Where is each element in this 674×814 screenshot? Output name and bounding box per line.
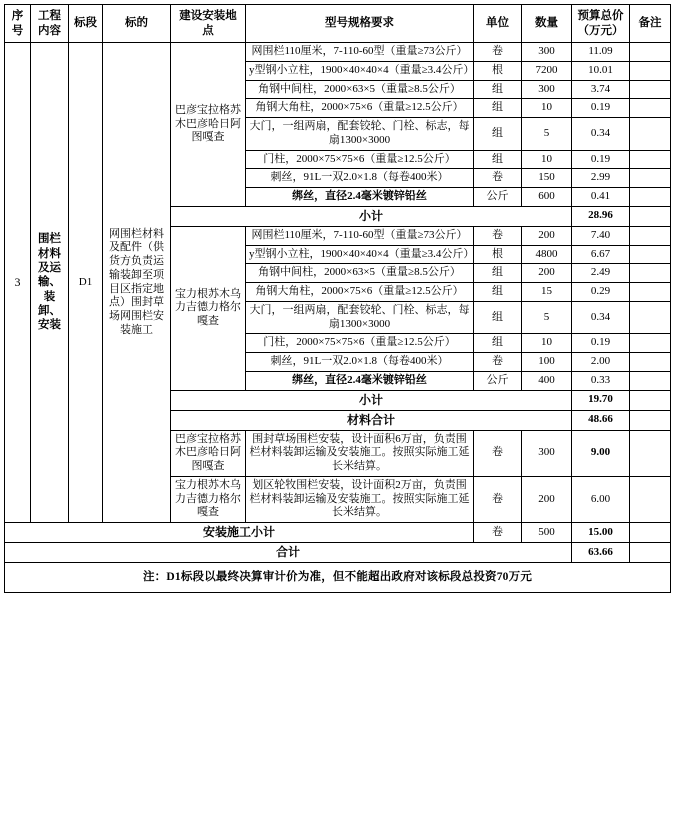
cell-location-4: 宝力根苏木乌力吉德力格尔嘎查 [171, 476, 246, 522]
cell-note [630, 301, 671, 334]
cell-spec: 刺丝，91L一双2.0×1.8（每卷400米） [246, 169, 474, 188]
cell-qty: 10 [522, 150, 572, 169]
cell-note [630, 353, 671, 372]
cell-qty: 10 [522, 99, 572, 118]
cell-note [630, 430, 671, 476]
cell-price: 3.74 [572, 80, 630, 99]
cell-note [630, 264, 671, 283]
cell-note [630, 118, 671, 151]
cell-price: 2.00 [572, 353, 630, 372]
col-header-target: 标的 [103, 5, 171, 43]
cell-note [630, 150, 671, 169]
col-header-qty: 数量 [522, 5, 572, 43]
cell-qty: 15 [522, 283, 572, 302]
cell-spec: 角钢大角柱，2000×75×6（重量≥12.5公斤） [246, 99, 474, 118]
cell-spec: 围封草场围栏安装，设计面积6万亩，负责围栏材料装卸运输及安装施工。按照实际施工延长米结算。 [246, 430, 474, 476]
cell-target: 网围栏材料及配件（供货方负责运输装卸至项目区指定地点）围封草场网围栏安装施工 [103, 43, 171, 523]
table-row [5, 43, 671, 62]
footer-note: 注：D1标段以最终决算审计价为准，但不能超出政府对该标段总投资70万元 [5, 563, 671, 593]
cell-qty: 300 [522, 430, 572, 476]
cell-unit: 公斤 [474, 371, 522, 390]
cell-unit: 根 [474, 61, 522, 80]
cell-location-1: 巴彦宝拉格苏木巴彦哈日阿图嘎查 [171, 43, 246, 207]
cell-unit: 卷 [474, 226, 522, 245]
cell-note [630, 390, 671, 410]
table-header-row [5, 5, 671, 43]
col-header-content: 工程内容 [31, 5, 69, 43]
cell-qty: 10 [522, 334, 572, 353]
cell-unit: 组 [474, 150, 522, 169]
cell-note [630, 80, 671, 99]
cell-price: 6.00 [572, 476, 630, 522]
cell-price: 0.33 [572, 371, 630, 390]
material-total-price: 48.66 [572, 410, 630, 430]
grand-total-price: 63.66 [572, 543, 630, 563]
cell-spec: 划区轮牧围栏安装，设计面积2万亩，负责围栏材料装卸运输及安装施工。按照实际施工延长米结算。 [246, 476, 474, 522]
cell-price: 0.41 [572, 188, 630, 207]
cell-unit: 组 [474, 118, 522, 151]
cell-unit: 根 [474, 245, 522, 264]
install-subtotal-price: 15.00 [572, 523, 630, 543]
material-total-label: 材料合计 [171, 410, 572, 430]
cell-note [630, 188, 671, 207]
install-subtotal-row [5, 523, 671, 543]
cell-content: 围栏材料及运输、装卸、安装 [31, 43, 69, 523]
cell-price: 7.40 [572, 226, 630, 245]
cell-spec: 网围栏110厘米，7-110-60型（重量≥73公斤） [246, 226, 474, 245]
cell-unit: 卷 [474, 476, 522, 522]
cell-spec: 门柱，2000×75×75×6（重量≥12.5公斤） [246, 334, 474, 353]
cell-qty: 5 [522, 118, 572, 151]
cell-qty: 200 [522, 476, 572, 522]
cell-qty: 600 [522, 188, 572, 207]
cell-spec: 角钢大角柱，2000×75×6（重量≥12.5公斤） [246, 283, 474, 302]
subtotal-label: 小计 [171, 206, 572, 226]
cell-qty: 300 [522, 80, 572, 99]
cell-price: 0.19 [572, 99, 630, 118]
footer-note-row [5, 563, 671, 593]
col-header-location: 建设安装地点 [171, 5, 246, 43]
cell-price: 0.19 [572, 150, 630, 169]
cell-price: 6.67 [572, 245, 630, 264]
col-header-unit: 单位 [474, 5, 522, 43]
cell-note [630, 245, 671, 264]
cell-spec: 网围栏110厘米，7-110-60型（重量≥73公斤） [246, 43, 474, 62]
cell-unit: 组 [474, 334, 522, 353]
cell-location-2: 宝力根苏木乌力吉德力格尔嘎查 [171, 226, 246, 390]
cell-note [630, 283, 671, 302]
cell-spec: 门柱，2000×75×75×6（重量≥12.5公斤） [246, 150, 474, 169]
col-header-seq: 序号 [5, 5, 31, 43]
grand-total-row [5, 543, 671, 563]
cell-unit: 组 [474, 283, 522, 302]
col-header-spec: 型号规格要求 [246, 5, 474, 43]
cell-note [630, 523, 671, 543]
cell-price: 10.01 [572, 61, 630, 80]
cell-spec: 大门，一组两扇，配套铰轮、门栓、标志，每扇1300×3000 [246, 301, 474, 334]
cell-unit: 组 [474, 99, 522, 118]
install-subtotal-unit: 卷 [474, 523, 522, 543]
cell-unit: 卷 [474, 353, 522, 372]
grand-total-label: 合计 [5, 543, 572, 563]
cell-spec: 绑丝，直径2.4毫米镀锌铅丝 [246, 371, 474, 390]
cell-price: 2.49 [572, 264, 630, 283]
cell-note [630, 206, 671, 226]
cell-qty: 200 [522, 226, 572, 245]
cell-price: 2.99 [572, 169, 630, 188]
cell-spec: y型钢小立柱，1900×40×40×4（重量≥3.4公斤） [246, 245, 474, 264]
cell-note [630, 169, 671, 188]
cell-note [630, 334, 671, 353]
cell-qty: 4800 [522, 245, 572, 264]
cell-price: 0.19 [572, 334, 630, 353]
cell-unit: 组 [474, 264, 522, 283]
cell-stage: D1 [69, 43, 103, 523]
subtotal-label: 小计 [171, 390, 572, 410]
cell-price: 11.09 [572, 43, 630, 62]
cell-spec: 刺丝，91L一双2.0×1.8（每卷400米） [246, 353, 474, 372]
cell-qty: 5 [522, 301, 572, 334]
cell-spec: 角钢中间柱，2000×63×5（重量≥8.5公斤） [246, 264, 474, 283]
cell-unit: 组 [474, 80, 522, 99]
cell-price: 0.34 [572, 118, 630, 151]
col-header-price: 预算总价（万元） [572, 5, 630, 43]
subtotal-price: 28.96 [572, 206, 630, 226]
cell-note [630, 99, 671, 118]
cell-qty: 100 [522, 353, 572, 372]
cell-note [630, 543, 671, 563]
cell-qty: 7200 [522, 61, 572, 80]
cell-price: 0.34 [572, 301, 630, 334]
cell-unit: 卷 [474, 43, 522, 62]
cell-note [630, 371, 671, 390]
cell-spec: 绑丝，直径2.4毫米镀锌铅丝 [246, 188, 474, 207]
cell-qty: 300 [522, 43, 572, 62]
cell-spec: 角钢中间柱，2000×63×5（重量≥8.5公斤） [246, 80, 474, 99]
cell-location-3: 巴彦宝拉格苏木巴彦哈日阿图嘎查 [171, 430, 246, 476]
cell-note [630, 410, 671, 430]
cell-qty: 200 [522, 264, 572, 283]
cell-price: 9.00 [572, 430, 630, 476]
cell-note [630, 61, 671, 80]
cell-note [630, 43, 671, 62]
cell-unit: 卷 [474, 430, 522, 476]
cell-qty: 150 [522, 169, 572, 188]
bid-budget-table [4, 4, 671, 593]
install-subtotal-label: 安装施工小计 [5, 523, 474, 543]
cell-qty: 400 [522, 371, 572, 390]
install-subtotal-qty: 500 [522, 523, 572, 543]
cell-unit: 组 [474, 301, 522, 334]
cell-seq: 3 [5, 43, 31, 523]
cell-note [630, 476, 671, 522]
cell-spec: 大门，一组两扇，配套铰轮、门栓、标志，每扇1300×3000 [246, 118, 474, 151]
cell-spec: y型钢小立柱，1900×40×40×4（重量≥3.4公斤） [246, 61, 474, 80]
col-header-stage: 标段 [69, 5, 103, 43]
cell-unit: 卷 [474, 169, 522, 188]
cell-price: 0.29 [572, 283, 630, 302]
cell-note [630, 226, 671, 245]
col-header-note: 备注 [630, 5, 671, 43]
cell-unit: 公斤 [474, 188, 522, 207]
subtotal-price: 19.70 [572, 390, 630, 410]
